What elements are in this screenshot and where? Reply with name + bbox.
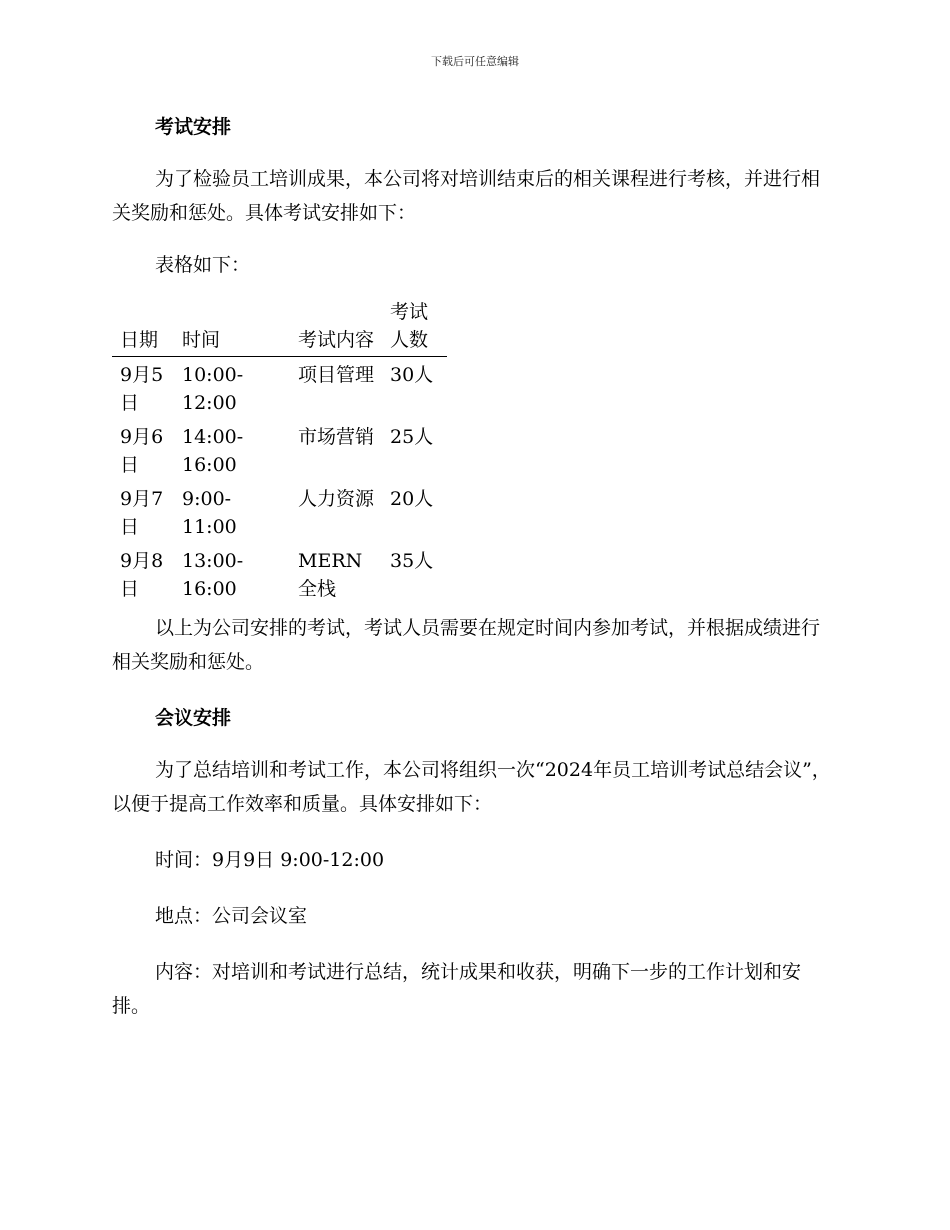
table-row <box>112 357 447 420</box>
cell-date: 9月8日 <box>120 550 164 600</box>
cell-date: 9月5日 <box>120 364 164 414</box>
table-row <box>112 543 447 605</box>
cell-time: 9:00-11:00 <box>182 488 237 538</box>
exam-intro-paragraph: 为了检验员工培训成果，本公司将对培训结束后的相关课程进行考核，并进行相关奖励和惩处。具体考试安排如下： <box>112 168 821 224</box>
meeting-content: 内容：对培训和考试进行总结，统计成果和收获，明确下一步的工作计划和安排。 <box>112 961 802 1017</box>
cell-count: 30人 <box>390 364 434 386</box>
column-header-count: 考试人数 <box>382 298 447 357</box>
exam-section-heading: 考试安排 <box>155 116 232 138</box>
table-row <box>112 419 447 481</box>
column-header-date: 日期 <box>112 298 174 357</box>
cell-date: 9月6日 <box>120 426 164 476</box>
meeting-section-heading: 会议安排 <box>155 707 232 729</box>
table-row <box>112 481 447 543</box>
document-body <box>112 110 832 1023</box>
cell-content: MERN全栈 <box>298 550 363 600</box>
header-note: 下载后可任意编辑 <box>431 55 519 68</box>
cell-time: 10:00-12:00 <box>182 364 244 414</box>
cell-content: 市场营销 <box>298 426 375 448</box>
cell-time: 14:00-16:00 <box>182 426 244 476</box>
column-header-content: 考试内容 <box>290 298 382 357</box>
meeting-location: 地点：公司会议室 <box>155 905 308 927</box>
meeting-time: 时间：9月9日 9:00-12:00 <box>155 849 385 871</box>
table-intro-paragraph: 表格如下： <box>155 254 251 276</box>
cell-content: 人力资源 <box>298 488 375 510</box>
table-header-row <box>112 298 447 357</box>
cell-count: 35人 <box>390 550 434 572</box>
cell-count: 25人 <box>390 426 434 448</box>
cell-count: 20人 <box>390 488 434 510</box>
exam-outro-paragraph: 以上为公司安排的考试，考试人员需要在规定时间内参加考试，并根据成绩进行相关奖励和惩处。 <box>112 617 821 673</box>
meeting-intro-paragraph: 为了总结培训和考试工作，本公司将组织一次“2024年员工培训考试总结会议”，以便于提高工作效率和质量。具体安排如下： <box>112 759 831 815</box>
exam-schedule-table <box>112 298 447 605</box>
cell-date: 9月7日 <box>120 488 164 538</box>
cell-time: 13:00-16:00 <box>182 550 244 600</box>
column-header-time: 时间 <box>174 298 290 357</box>
cell-content: 项目管理 <box>298 364 375 386</box>
